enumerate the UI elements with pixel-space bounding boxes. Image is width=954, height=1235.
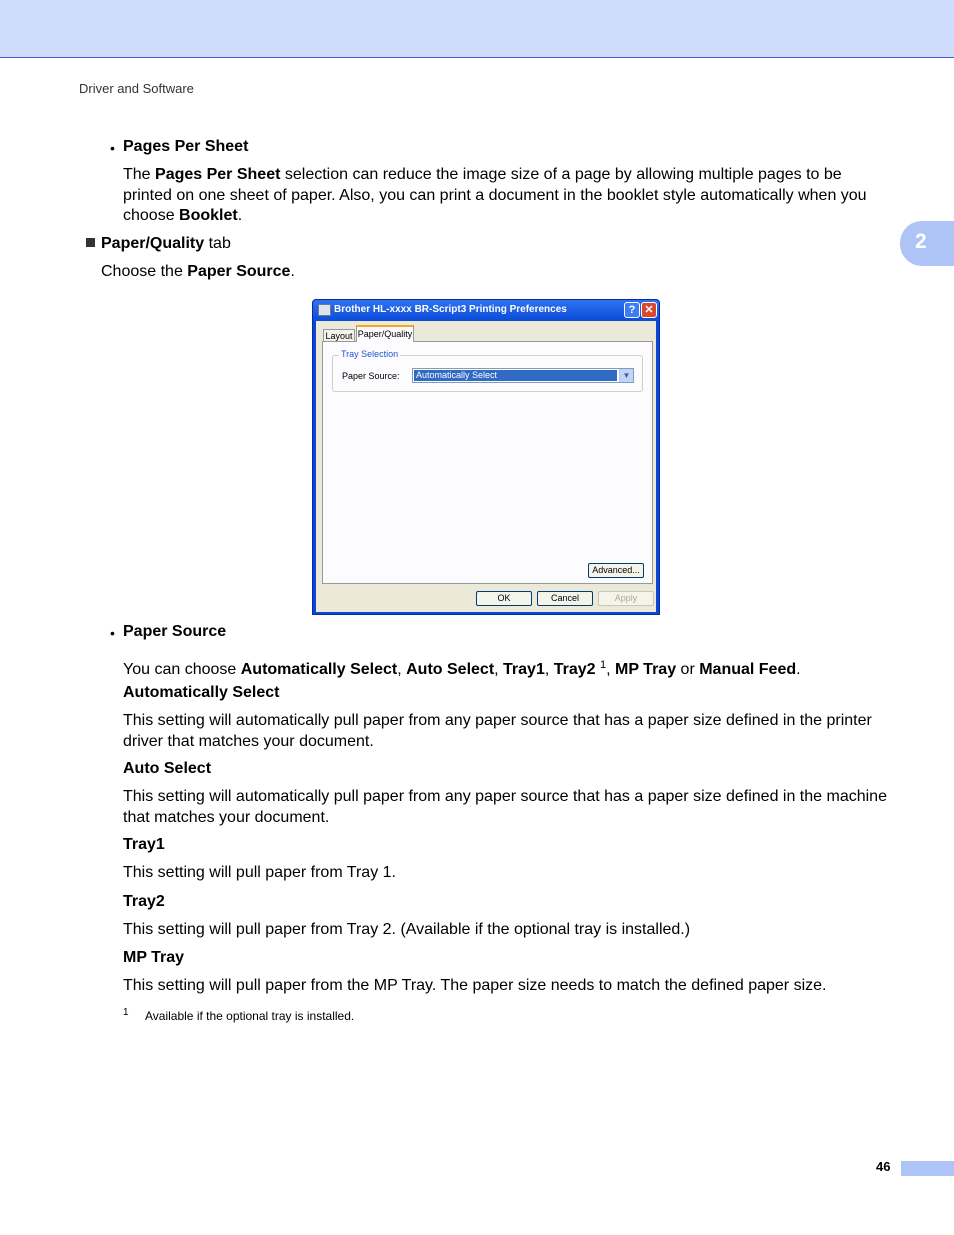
pages-per-sheet-heading: Pages Per Sheet xyxy=(123,138,249,155)
group-label: Tray Selection xyxy=(341,349,399,359)
paper-source-select[interactable] xyxy=(412,368,634,383)
dialog-client xyxy=(316,321,656,612)
pages-per-sheet-paragraph: The Pages Per Sheet selection can reduce the image size of a page by allowing multiple pages to be printed on one sheet of paper. Also, you can print a document in the booklet style automatically when you choose Booklet. xyxy=(123,166,867,224)
footnote-mark: 1 xyxy=(123,1007,129,1018)
item-text: This setting will pull paper from Tray 1. xyxy=(123,864,396,881)
item-title: MP Tray xyxy=(123,949,185,966)
printing-preferences-dialog xyxy=(312,299,660,615)
select-value: Automatically Select xyxy=(414,370,617,381)
paper-source-label: Paper Source: xyxy=(342,371,400,381)
running-head: Driver and Software xyxy=(79,81,194,96)
item-text: This setting will pull paper from the MP Tray. The paper size needs to match the defined paper size. xyxy=(123,977,827,994)
tab-paper-quality[interactable]: Paper/Quality xyxy=(356,325,414,342)
paper-source-intro: You can choose Automatically Select, Auto Select, Tray1, Tray2 $^1$, MP Tray or Manual Feed. xyxy=(123,659,801,678)
paper-quality-heading: Paper/Quality tab xyxy=(101,235,231,252)
page-number-bar xyxy=(901,1161,954,1176)
help-button[interactable]: ? xyxy=(624,302,640,318)
item-text: This setting will pull paper from Tray 2. (Available if the optional tray is installed.) xyxy=(123,921,691,938)
tab-layout[interactable]: Layout xyxy=(323,329,355,342)
advanced-button[interactable]: Advanced... xyxy=(588,563,644,578)
footnote-text: Available if the optional tray is installed. xyxy=(145,1009,355,1023)
page-number: 46 xyxy=(876,1159,891,1174)
tab-panel xyxy=(322,341,653,584)
item-text: This setting will automatically pull paper from any paper source that has a paper size defined in the machine that matches your document. xyxy=(123,788,887,826)
item-text: This setting will automatically pull paper from any paper source that has a paper size defined in the printer driver that matches your document. xyxy=(123,712,872,750)
printer-icon xyxy=(318,304,331,316)
apply-button[interactable]: Apply xyxy=(598,591,654,606)
square-bullet xyxy=(86,238,95,247)
item-title: Automatically Select xyxy=(123,684,280,701)
chapter-tab xyxy=(900,221,954,266)
chapter-number: 2 xyxy=(915,230,927,253)
header-band xyxy=(0,0,954,58)
dialog-title: Brother HL-xxxx BR-Script3 Printing Preferences xyxy=(334,304,567,315)
item-title: Tray2 xyxy=(123,893,165,910)
chevron-down-icon[interactable]: ▼ xyxy=(619,369,633,382)
dialog-titlebar xyxy=(313,300,659,321)
bullet-dot: • xyxy=(110,140,115,156)
paper-source-heading: Paper Source xyxy=(123,623,227,640)
item-title: Tray1 xyxy=(123,836,165,853)
choose-paper-source: Choose the Paper Source. xyxy=(101,263,295,280)
cancel-button[interactable]: Cancel xyxy=(537,591,593,606)
ok-button[interactable]: OK xyxy=(476,591,532,606)
tray-selection-group xyxy=(332,349,643,392)
bullet-dot: • xyxy=(110,625,115,641)
item-title: Auto Select xyxy=(123,760,212,777)
close-button[interactable]: ✕ xyxy=(641,302,657,318)
